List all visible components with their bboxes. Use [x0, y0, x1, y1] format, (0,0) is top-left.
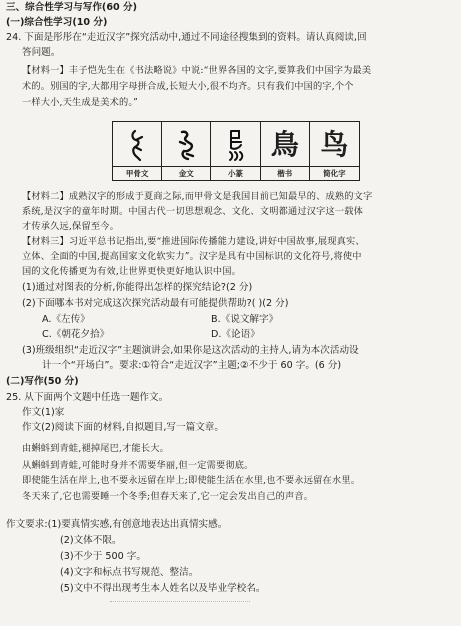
- passage-line4: 冬天来了,它也需要睡一个冬季;但春天来了,它一定会发出自己的声音。: [22, 491, 314, 502]
- glyph-label: 甲骨文: [113, 166, 161, 180]
- option-b: B.《说文解字》: [211, 314, 279, 325]
- glyph-evolution-table: [112, 121, 360, 181]
- q25-stem: 25. 从下面两个文题中任选一题作文。: [6, 392, 169, 403]
- part1-title: (一)综合性学习(10 分): [6, 17, 108, 28]
- material2-line2: 系统,是汉字的童年时期。中国古代一切思想观念、文化、文明都通过汉字这一载体: [22, 206, 364, 217]
- glyph-label: 小篆: [211, 166, 259, 180]
- material2-line1: 【材料二】成熟汉字的形成于夏商之际,而甲骨文是我国目前已知最早的、成熟的文字: [22, 191, 373, 202]
- passage-line1: 由蝌蚪到青蛙,褪掉尾巴,才能长大。: [22, 443, 170, 454]
- q24-stem-line1: 24. 下面是彤彤在“走近汉字”探究活动中,通过不同途径搜集到的资料。请认真阅读,回: [6, 32, 367, 43]
- glyph-cell-bronze: [162, 122, 211, 180]
- q24-sub3-line1: (3)班级组织“走近汉字”主题演讲会,如果你是这次活动的主持人,请为本次活动设: [22, 345, 359, 356]
- material2-line3: 才传承久远,保留至今。: [22, 221, 119, 232]
- bronze-bird-glyph: [162, 126, 210, 164]
- passage-line2: 从蝌蚪到青蛙,可能时身并不需要华丽,但一定需要彻底。: [22, 460, 254, 471]
- q25-option2: 作文(2)阅读下面的材料,自拟题目,写一篇文章。: [22, 422, 224, 433]
- glyph-label: 楷书: [261, 166, 309, 180]
- material3-line2: 立体、全面的中国,提高国家文化软实力”。汉字是具有中国标识的文化符号,将使中: [22, 251, 362, 262]
- q24-stem-line2: 答问题。: [22, 47, 61, 58]
- glyph-label: 简化字: [310, 166, 359, 180]
- q24-sub3-line2: 计一个“开场白”。要求:①符合“走近汉字”主题;②不少于 60 字。(6 分): [42, 360, 342, 371]
- regular-script-bird-char: 鳥: [270, 127, 299, 161]
- part2-title: (二)写作(50 分): [6, 376, 79, 387]
- requirements-title: 作文要求:(1)要真情实感,有创意地表达出真情实感。: [6, 519, 228, 530]
- requirement-4: (4)文字和标点书写规范、整洁。: [60, 567, 199, 578]
- q24-sub2: (2)下面哪本书对完成这次探究活动最有可能提供帮助?( )(2 分): [22, 298, 289, 309]
- glyph-cell-seal: [211, 122, 260, 180]
- faint-bleed-line: [110, 601, 250, 606]
- seal-script-bird-glyph: [211, 126, 259, 164]
- requirement-2: (2)文体不限。: [60, 535, 122, 546]
- passage-line3: 即使能生活在岸上,也不要永远留在岸上;即使能生活在水里,也不要永远留在水里。: [22, 475, 361, 486]
- material3-line3: 国的文化传播更为有效,让世界更快更好地认识中国。: [22, 266, 242, 277]
- material1-line3: 一样大小,天生成是美术的。”: [22, 97, 139, 108]
- option-c: C.《朝花夕拾》: [42, 329, 110, 340]
- q25-option1: 作文(1)家: [22, 407, 65, 418]
- q24-sub1: (1)通过对图表的分析,你能得出怎样的探究结论?(2 分): [22, 282, 253, 293]
- glyph-cell-regular: [261, 122, 310, 180]
- option-d: D.《论语》: [211, 329, 260, 340]
- requirement-5: (5)文中不得出现考生本人姓名以及毕业学校名。: [60, 583, 266, 594]
- glyph-cell-oracle: [113, 122, 162, 180]
- oracle-bone-bird-glyph: [113, 126, 161, 164]
- option-a: A.《左传》: [42, 314, 90, 325]
- simplified-bird-char: 鸟: [320, 127, 349, 161]
- material3-line1: 【材料三】习近平总书记指出,要“推进国际传播能力建设,讲好中国故事,展现真实、: [22, 236, 365, 247]
- section-title: 三、综合性学习与写作(60 分): [6, 2, 137, 13]
- material1-line2: 术的。别国的字,大都用字母拼合成,长短大小,很不均齐。只有我们中国的字,个个: [22, 81, 354, 92]
- glyph-cell-simplified: [310, 122, 359, 180]
- requirement-3: (3)不少于 500 字。: [60, 551, 146, 562]
- material1-line1: 【材料一】丰子恺先生在《书法略说》中说:“世界各国的文字,要算我们中国字为最美: [22, 65, 372, 76]
- glyph-label: 金文: [162, 166, 210, 180]
